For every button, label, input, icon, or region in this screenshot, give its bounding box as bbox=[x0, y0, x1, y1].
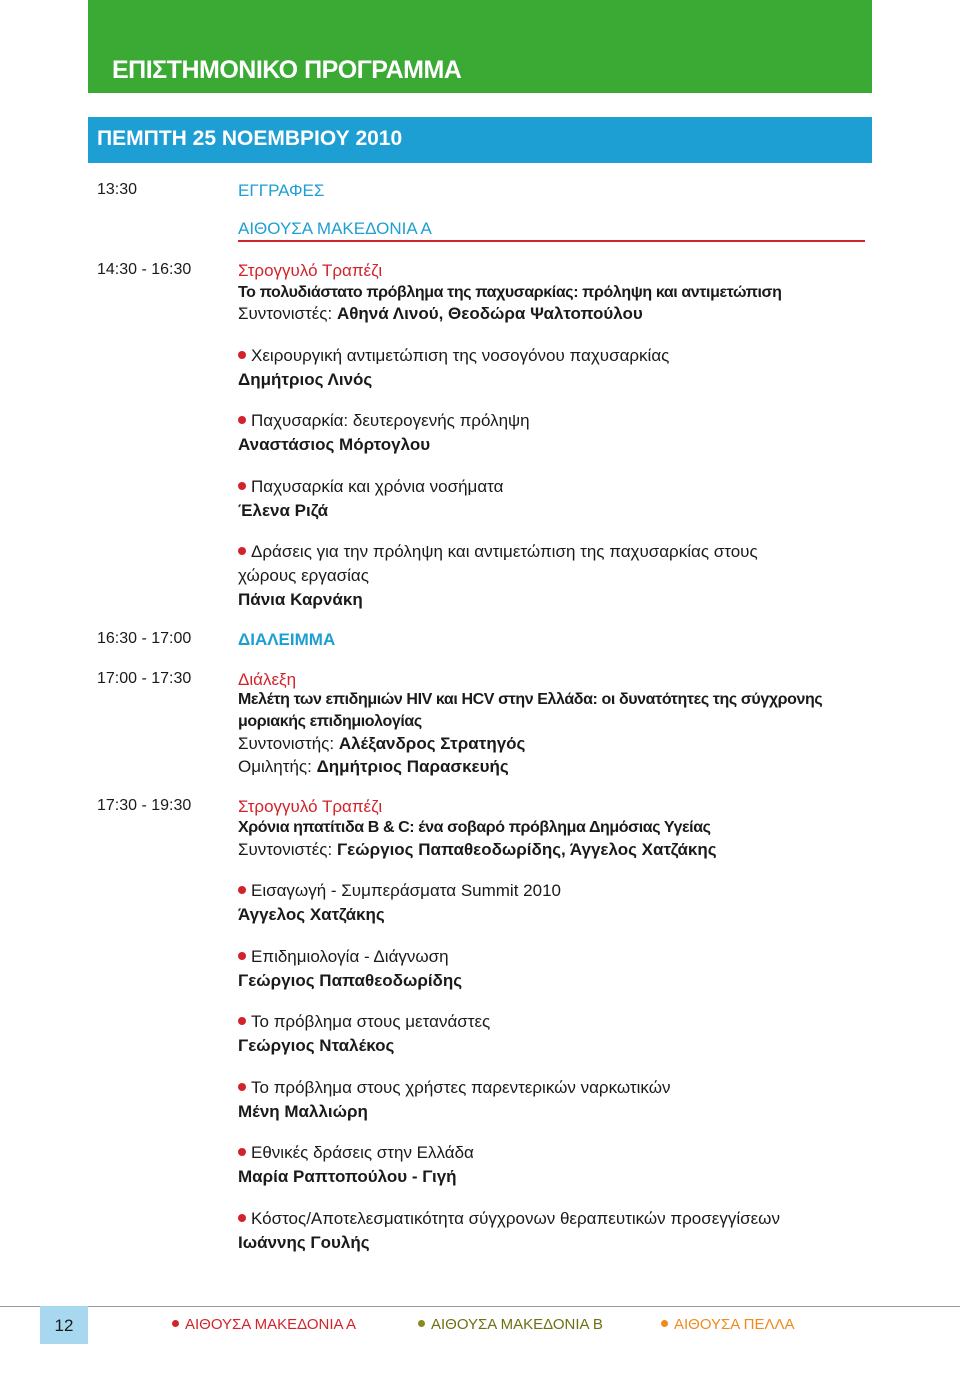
talk-topic: Εισαγωγή - Συμπεράσματα Summit 2010 bbox=[238, 881, 561, 901]
talk-topic: Εθνικές δράσεις στην Ελλάδα bbox=[238, 1143, 474, 1163]
talk-topic: Κόστος/Αποτελεσματικότητα σύγχρονων θεραπευτικών προσεγγίσεων bbox=[238, 1209, 780, 1229]
lecture-coordinator: Συντονιστής: Αλέξανδρος Στρατηγός bbox=[238, 734, 526, 753]
lecture-title-continued: μοριακής επιδημιολογίας bbox=[238, 713, 422, 730]
talk-topic: Δράσεις για την πρόληψη και αντιμετώπιση της παχυσαρκίας στους bbox=[238, 542, 758, 562]
bullet-icon bbox=[238, 886, 246, 894]
talk-speaker: Ιωάννης Γουλής bbox=[238, 1233, 370, 1252]
footer-divider bbox=[0, 1306, 960, 1307]
talk-speaker: Μαρία Ραπτοπούλου - Γιγή bbox=[238, 1167, 457, 1186]
lecture-speaker: Ομιλητής: Δημήτριος Παρασκευής bbox=[238, 757, 509, 776]
registration-time: 13:30 bbox=[97, 181, 138, 198]
bullet-icon bbox=[238, 351, 246, 359]
talk-topic: Το πρόβλημα στους μετανάστες bbox=[238, 1012, 490, 1032]
session1-time: 14:30 - 16:30 bbox=[97, 261, 192, 278]
lecture-time: 17:00 - 17:30 bbox=[97, 670, 192, 687]
session2-time: 17:30 - 19:30 bbox=[97, 797, 192, 814]
bullet-icon bbox=[238, 482, 246, 490]
talk-speaker: Άγγελος Χατζάκης bbox=[238, 905, 385, 924]
coord-names: Αθηνά Λινού, Θεοδώρα Ψαλτοπούλου bbox=[336, 304, 643, 323]
talk-speaker: Πάνια Καρνάκη bbox=[238, 590, 363, 609]
talk-speaker: Γεώργιος Παπαθεοδωρίδης bbox=[238, 971, 463, 990]
bullet-icon bbox=[238, 1017, 246, 1025]
talk-speaker: Αναστάσιος Μόρτογλου bbox=[238, 435, 431, 454]
break-time: 16:30 - 17:00 bbox=[97, 630, 192, 647]
legend-dot-icon bbox=[418, 1320, 425, 1327]
lecture-type: Διάλεξη bbox=[238, 670, 297, 689]
talk-topic: Παχυσαρκία: δευτερογενής πρόληψη bbox=[238, 411, 530, 431]
legend-dot-icon bbox=[661, 1320, 668, 1327]
legend-item-pella: ΑΙΘΟΥΣΑ ΠΕΛΛΑ bbox=[661, 1316, 795, 1333]
talk-speaker: Μένη Μαλλιώρη bbox=[238, 1102, 368, 1121]
session2-title: Χρόνια ηπατίτιδα Β & C: ένα σοβαρό πρόβλημα Δημόσιας Υγείας bbox=[238, 819, 711, 836]
legend-item-makedonia-a: ΑΙΘΟΥΣΑ ΜΑΚΕΔΟΝΙΑ Α bbox=[172, 1316, 356, 1333]
room-title: ΑΙΘΟΥΣΑ ΜΑΚΕΔΟΝΙΑ Α bbox=[238, 219, 432, 238]
session2-type: Στρογγυλό Τραπέζι bbox=[238, 797, 383, 816]
session1-type: Στρογγυλό Τραπέζι bbox=[238, 261, 383, 280]
talk-speaker: Έλενα Ριζά bbox=[238, 501, 329, 520]
talk-speaker: Γεώργιος Νταλέκος bbox=[238, 1036, 395, 1055]
talk-topic: Επιδημιολογία - Διάγνωση bbox=[238, 947, 449, 967]
session1-title: Το πολυδιάστατο πρόβλημα της παχυσαρκίας: πρόληψη και αντιμετώπιση bbox=[238, 284, 782, 301]
break-label: ΔΙΑΛΕΙΜΜΑ bbox=[238, 630, 336, 649]
lecture-title: Μελέτη των επιδημιών HIV και HCV στην Ελλάδα: οι δυνατότητες της σύγχρονης bbox=[238, 691, 823, 708]
session1-coordinators bbox=[238, 304, 643, 324]
legend-dot-icon bbox=[172, 1320, 179, 1327]
bullet-icon bbox=[238, 547, 246, 555]
talk-topic: Παχυσαρκία και χρόνια νοσήματα bbox=[238, 477, 503, 497]
talk-speaker: Δημήτριος Λινός bbox=[238, 370, 373, 389]
bullet-icon bbox=[238, 1214, 246, 1222]
bullet-icon bbox=[238, 1148, 246, 1156]
session2-coordinators: Συντονιστές: Γεώργιος Παπαθεοδωρίδης, Άγγελος Χατζάκης bbox=[238, 840, 717, 859]
program-title: ΕΠΙΣΤΗΜΟΝΙΚΟ ΠΡΟΓΡΑΜΜΑ bbox=[112, 56, 462, 84]
page-number: 12 bbox=[40, 1306, 88, 1344]
talk-topic: Το πρόβλημα στους χρήστες παρεντερικών ναρκωτικών bbox=[238, 1078, 671, 1098]
bullet-icon bbox=[238, 1083, 246, 1091]
room-divider bbox=[238, 240, 865, 242]
bullet-icon bbox=[238, 952, 246, 960]
day-title: ΠΕΜΠΤΗ 25 ΝΟΕΜΒΡΙΟΥ 2010 bbox=[97, 127, 403, 150]
legend-item-makedonia-b: ΑΙΘΟΥΣΑ ΜΑΚΕΔΟΝΙΑ Β bbox=[418, 1316, 603, 1333]
registration-label: ΕΓΓΡΑΦΕΣ bbox=[238, 181, 325, 200]
bullet-icon bbox=[238, 416, 246, 424]
talk-topic-continued: χώρους εργασίας bbox=[238, 566, 369, 585]
talk-topic: Χειρουργική αντιμετώπιση της νοσογόνου παχυσαρκίας bbox=[238, 346, 669, 366]
coord-label: Συντονιστές: bbox=[238, 304, 333, 323]
